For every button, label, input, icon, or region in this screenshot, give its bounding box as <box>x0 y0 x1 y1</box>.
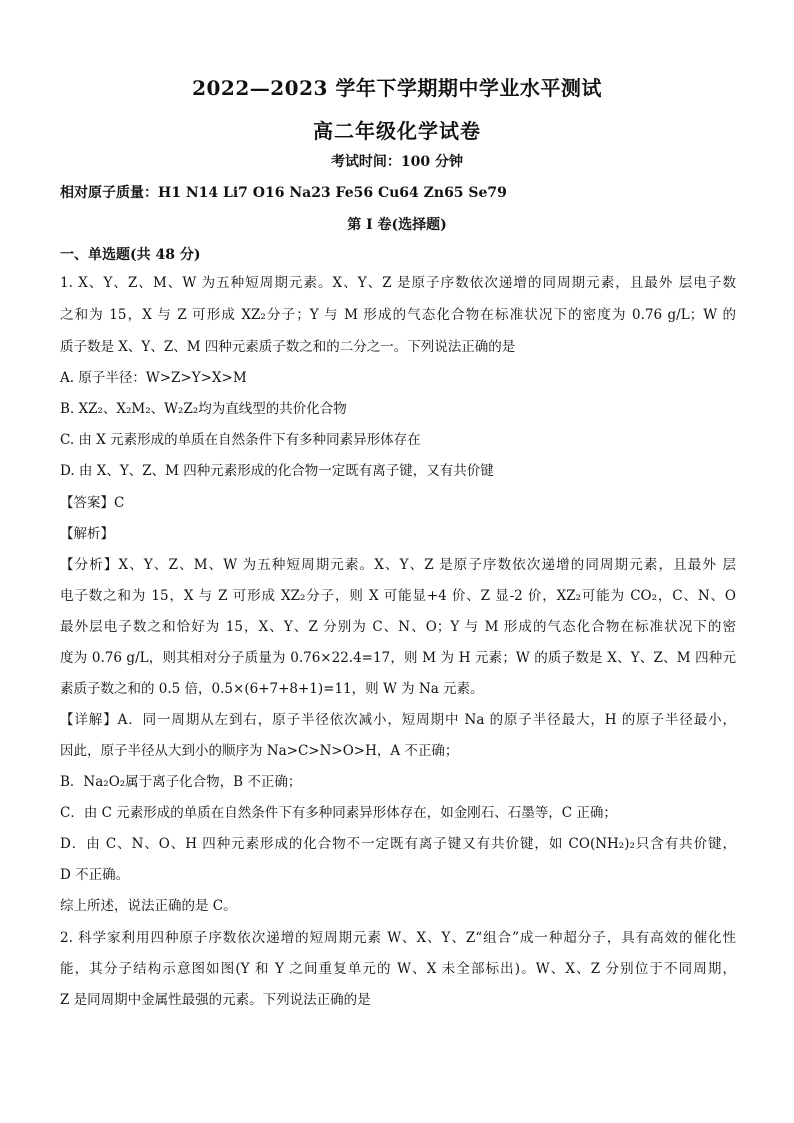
q1-analysis-line-3: 最外层电子数之和恰好为 15，X、Y、Z 分别为 C、N、O；Y 与 M 形成的气态化合物在标准状况下的密 <box>60 619 736 635</box>
q1-option-b: B. XZ₂、X₂M₂、W₂Z₂均为直线型的共价化合物 <box>60 401 347 417</box>
q2-stem-line-3: Z 是同周期中金属性最强的元素。下列说法正确的是 <box>60 992 371 1008</box>
q1-stem-line-2: 之和为 15，X 与 Z 可形成 XZ₂分子；Y 与 M 形成的气态化合物在标准状况下的密度为 0.76 g/L；W 的 <box>60 307 736 323</box>
q1-detail-line-5: D．由 C、N、O、H 四种元素形成的化合物不一定既有离子键又有共价键，如 CO(NH₂)₂只含有共价键， <box>60 836 736 852</box>
q1-detail-line-2: 因此，原子半径从大到小的顺序为 Na>C>N>O>H，A 不正确； <box>60 743 459 759</box>
q1-analysis-line-2: 电子数之和为 15，X 与 Z 可形成 XZ₂分子，则 X 可能显+4 价、Z 显-2 价，XZ₂可能为 CO₂，C、N、O <box>60 588 736 604</box>
q1-analysis-line-1: 【分析】X、Y、Z、M、W 为五种短周期元素。X、Y、Z 是原子序数依次递增的同周期元素，且最外 层 <box>60 557 736 573</box>
q1-stem-line-3: 质子数是 X、Y、Z、M 四种元素质子数之和的二分之一。下列说法正确的是 <box>60 339 516 355</box>
section-heading: 一、单选题(共 48 分) <box>60 247 201 263</box>
q1-answer: 【答案】C <box>60 495 125 511</box>
q1-option-c: C. 由 X 元素形成的单质在自然条件下有多种同素异形体存在 <box>60 432 421 448</box>
q1-summary: 综上所述，说法正确的是 C。 <box>60 898 237 914</box>
exam-title: 2022—2023 学年下学期期中学业水平测试 <box>192 76 602 100</box>
volume-heading: 第 I 卷(选择题) <box>347 217 447 233</box>
q1-analysis-line-5: 素质子数之和的 0.5 倍，0.5×(6+7+8+1)=11，则 W 为 Na 元素。 <box>60 681 484 697</box>
q1-detail-line-1: 【详解】A．同一周期从左到右，原子半径依次减小，短周期中 Na 的原子半径最大，H 的原子半径最小， <box>60 712 736 728</box>
q2-stem-line-2: 能，其分子结构示意图如图(Y 和 Y 之间重复单元的 W、X 未全部标出)。W、X、Z 分别位于不同周期， <box>60 961 736 977</box>
q1-analysis-label: 【解析】 <box>60 526 114 542</box>
q1-analysis-line-4: 度为 0.76 g/L，则其相对分子质量为 0.76×22.4=17，则 M 为 H 元素；W 的质子数是 X、Y、Z、M 四种元 <box>60 650 736 666</box>
q1-detail-line-3: B．Na₂O₂属于离子化合物，B 不正确； <box>60 774 302 790</box>
q1-detail-line-6: D 不正确。 <box>60 867 130 883</box>
q1-option-a: A. 原子半径：W>Z>Y>X>M <box>60 370 247 386</box>
q2-stem-line-1: 2. 科学家利用四种原子序数依次递增的短周期元素 W、X、Y、Z“组合”成一种超分子，具有高效的催化性 <box>60 930 736 946</box>
exam-time: 考试时间：100 分钟 <box>330 154 464 170</box>
q1-option-d: D. 由 X、Y、Z、M 四种元素形成的化合物一定既有离子键，又有共价键 <box>60 463 494 479</box>
atomic-mass-line: 相对原子质量：H1 N14 Li7 O16 Na23 Fe56 Cu64 Zn65 Se79 <box>60 185 507 201</box>
q1-detail-line-4: C．由 C 元素形成的单质在自然条件下有多种同素异形体存在，如金刚石、石墨等，C 正确； <box>60 805 617 821</box>
q1-stem-line-1: 1. X、Y、Z、M、W 为五种短周期元素。X、Y、Z 是原子序数依次递增的同周期元素，且最外 层电子数 <box>60 275 736 291</box>
exam-subtitle: 高二年级化学试卷 <box>313 119 481 143</box>
